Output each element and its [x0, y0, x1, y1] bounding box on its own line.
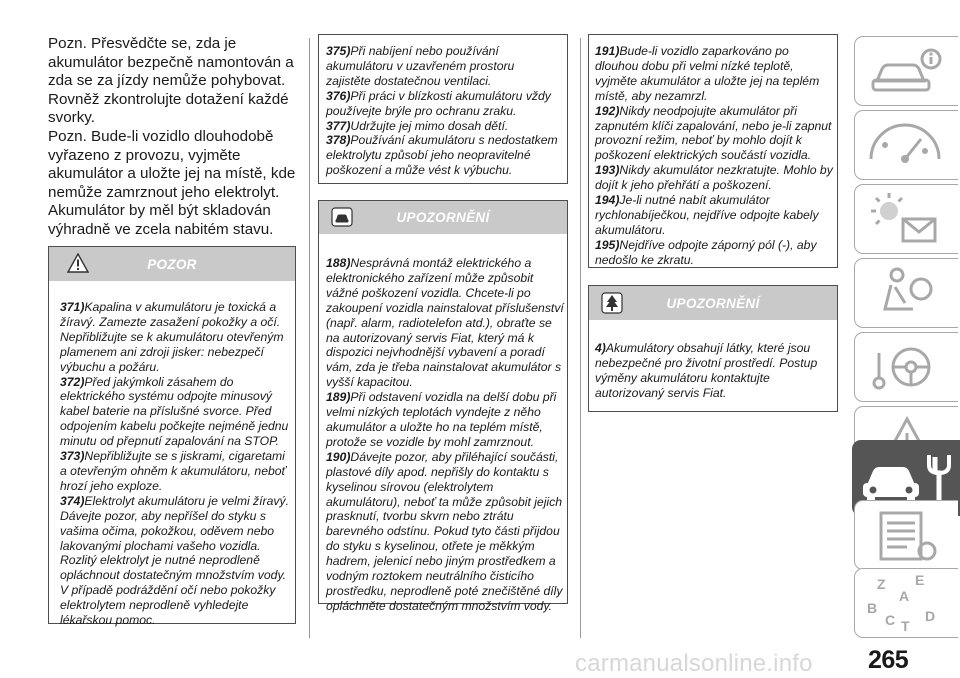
item-number: 375) [326, 44, 351, 58]
item-text: Udržujte jej mimo dosah dětí. [350, 118, 509, 133]
pozor-item [60, 300, 290, 375]
watermark: carmanualsonline.info [575, 650, 813, 677]
upozorneni-item [326, 450, 564, 614]
index-letter: T [901, 618, 910, 634]
item-text: Při práci v blízkosti akumulátoru vždy používejte brýle pro ochranu zraku. [326, 88, 551, 118]
dashboard-lights-icon [855, 111, 959, 181]
item-text: Elektrolyt akumulátoru je velmi žíravý. Dávejte pozor, aby nepříšel do styku s vašima očima, pokožkou, oděvem nebo lakovanými plochami vašeho vozidla. Rozlitý elektrolyt je nutné neprodleně opláchnout dostatečným množstvím vody. V případě podráždění očí nebo pokožky elektrolytem neprodleně vyhledejte lékařskou pomoc. [60, 493, 289, 628]
item-text: Dávejte pozor, aby přiléhající součásti, plastové díly apod. nepřišly do kontaktu s kyselinou sírovou (elektrolytem akumulátoru), neboť ta může způsobit jejich prasknutí, tvorbu skvrn nebo ztrátu barevného odstínu. Pokud tyto části přijdou do styku s kyselinou, otřete je měkkým hadrem, jelenicí nebo jiným prostředkem a vodným roztokem neutrálního čisticího prostředku, neprodleně poté znečištěné díly opláchněte dostatečným množstvím vody. [326, 449, 563, 613]
item-number: 371) [60, 300, 85, 314]
light-envelope-icon [855, 185, 959, 255]
item-number: 191) [595, 44, 620, 58]
item-text: Nikdy neodpojujte akumulátor při zapnutém klíči zapalování, nebo je-li zapnut provozní režim, neboť by mohlo dojít k poškození elektrických součástí vozidla. [595, 103, 832, 163]
item-number: 373) [60, 449, 85, 464]
pozor-item [326, 44, 562, 89]
tab-index[interactable] [854, 568, 958, 638]
pozor-continuation-list [326, 44, 562, 178]
upozorneni-env-item-list [595, 341, 833, 401]
item-number: 194) [595, 193, 620, 208]
upozorneni-item [595, 238, 833, 268]
item-text: Používání akumulátoru s nedostatkem elektrolytu způsobí jeho neopravitelné poškození a může vést k výbuchu. [326, 133, 558, 178]
pozor-item [60, 449, 290, 494]
item-number: 190) [326, 449, 351, 464]
item-text: Při nabíjení nebo používání akumulátoru v uzavřeném prostoru zajistěte dostatečnou ventilaci. [326, 44, 515, 88]
index-letter: B [867, 600, 878, 616]
upozorneni-header [319, 201, 567, 234]
item-text: Je-li nutné nabít akumulátor rychlonabíječkou, nejdříve odpojte kabely akumulátoru. [595, 193, 819, 237]
upozorneni-item [595, 193, 833, 238]
item-number: 378) [326, 133, 351, 148]
upozorneni-env-title: UPOZORNĚNÍ [666, 295, 760, 311]
tab-dashboard[interactable] [854, 110, 958, 180]
pozor-item [60, 375, 290, 450]
battery-storage-note: Pozn. Bude-li vozidlo dlouhodobě vyřazeno z provozu, vyjměte akumulátor a uložte jej na místě, kde nemůže zamrznout jeho elektrolyt. Akumulátor by měl být skladován výhradně ve zcela nabitém stavu. [48, 128, 296, 238]
item-text: Nikdy akumulátor nezkratujte. Mohlo by dojít k jeho přehřátí a poškození. [595, 163, 833, 193]
index-letter: D [925, 608, 936, 624]
item-number: 192) [595, 103, 620, 118]
item-text: Akumulátory obsahují látky, které jsou nebezpečné pro životní prostředí. Postup výměny akumulátoru kontaktujte autorizovaný servis Fiat. [595, 341, 818, 400]
key-steering-wheel-icon [855, 333, 959, 403]
tab-lights-messages[interactable] [854, 184, 958, 254]
item-number: 195) [595, 237, 620, 252]
item-text: Před jakýmkoli zásahem do elektrického systému odpojte minusový kabel baterie na příslušné svorce. Před odpojením kabelu počkejte nejméně jednu minutu od přepnutí zapalování na STOP. [60, 374, 289, 449]
pozor-title: POZOR [147, 256, 197, 272]
item-number: 193) [595, 163, 620, 178]
item-text: Bude-li vozidlo zaparkováno po dlouhou dobu při velmi nízké teplotě, vyjměte akumulátor a uložte jej na teplém místě, aby nezamrzl. [595, 44, 820, 103]
column-divider-right [580, 38, 581, 638]
data-list-icon [855, 501, 959, 571]
item-number: 189) [326, 390, 351, 405]
index-letter: Z [877, 576, 886, 592]
upozorneni-item [595, 44, 833, 104]
pozor-item [326, 133, 562, 178]
chapter-tabs-sidebar [850, 0, 960, 678]
seat-airbag-icon [855, 259, 959, 329]
upozorneni-continuation-list [595, 44, 833, 268]
item-text: Nepřibližujte se s jiskrami, cigaretami a otevřeným ohněm k akumulátoru, neboť hrozí jeho exploze. [60, 449, 286, 493]
index-letters-icon [855, 569, 959, 639]
item-number: 374) [60, 493, 85, 508]
page-number: 265 [868, 646, 909, 674]
pozor-item [326, 89, 562, 119]
tab-technical-data[interactable] [854, 500, 958, 570]
item-number: 4) [595, 341, 606, 355]
item-text: Kapalina v akumulátoru je toxická a žíravý. Zamezte zasažení pokožky a očí. Nepřibližujte se k akumulátoru otevřeným plamenem ani zdroji jisker: nebezpečí výbuchu a požáru. [60, 300, 284, 374]
pozor-item [326, 119, 562, 134]
item-number: 376) [326, 88, 351, 103]
item-number: 372) [60, 374, 85, 389]
item-number: 188) [326, 256, 351, 270]
item-text: Při odstavení vozidla na delší dobu při velmi nízkých teplotách vyndejte z něho akumulátor a uložte ho na teplém místě, protože se vozidle by mohl zamrznout. [326, 390, 557, 449]
index-letter: C [885, 612, 896, 628]
index-letter: E [915, 572, 925, 588]
index-letter: A [899, 588, 910, 604]
item-text: Nesprávná montáž elektrického a elektronického zařízení může způsobit vážné poškození vozidla. Chcete-li po zakoupení vozidla nainstalovat příslušenství (např. alarm, radiotelefon atd.), obraťte se na autorizovaný servis Fiat, který má k dispozici nejvhodnější vybavení a poradí vám, zda je třeba nainstalovat akumulátor s vyšší kapacitou. [326, 256, 564, 390]
battery-mounting-note: Pozn. Přesvědčte se, zda je akumulátor bezpečně namontován a zda se za jízdy nemůže pohybovat. Rovněž zkontrolujte dotažení každé svorky. [48, 35, 294, 127]
upozorneni-item [595, 163, 833, 193]
pozor-item-list [60, 300, 290, 628]
column-divider-left [309, 38, 310, 638]
item-text: Nejdříve odpojte záporný pól (-), aby nedošlo ke zkratu. [595, 237, 817, 267]
pozor-header [49, 247, 295, 281]
upozorneni-item-list [326, 256, 564, 614]
upozorneni-title: UPOZORNĚNÍ [396, 210, 490, 225]
upozorneni-env-header [589, 286, 837, 320]
pozor-item [60, 494, 290, 628]
tab-starting-driving[interactable] [854, 332, 958, 402]
car-info-icon [855, 37, 959, 107]
upozorneni-item [595, 341, 833, 401]
tab-car-info[interactable] [854, 36, 958, 106]
item-number: 377) [326, 118, 351, 133]
upozorneni-item [326, 256, 564, 390]
tab-safety[interactable] [854, 258, 958, 328]
upozorneni-item [326, 390, 564, 450]
upozorneni-item [595, 104, 833, 164]
